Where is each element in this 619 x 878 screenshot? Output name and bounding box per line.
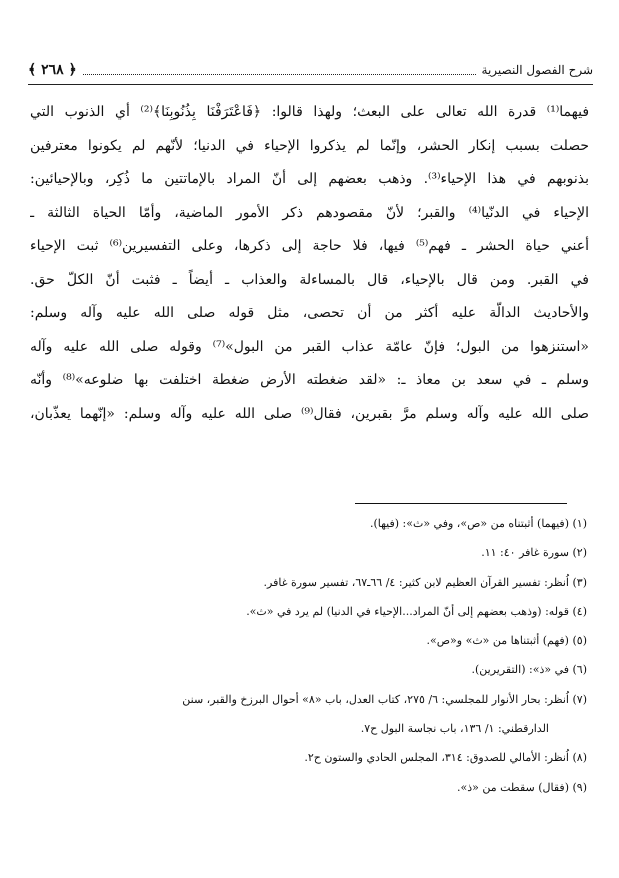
- footnote: (٩) (فقال) سقطت من «ذ».: [457, 780, 587, 794]
- text-line: والأحاديث الدالّة عليه أكثر من أن تحصى، مثل قوله صلى الله عليه وآله وسلم:: [30, 305, 589, 321]
- footnote: (٨) اُنظر: الأمالي للصدوق: ٣١٤، المجلس الحادي والستون ح٢.: [304, 751, 587, 765]
- text-line: بذنوبهم في هذا الإحياء⁽³⁾. وذهب بعضهم إلى أنّ المراد بالإماتتين ما ذُكِر، وبالإحيائين:: [30, 171, 589, 187]
- text-line: حصلت بسبب إنكار الحشر، وإنّما لم يذكروا الإحياء في الدنيا؛ لأنّهم لم يكونوا معترفين: [30, 137, 589, 154]
- footnote: (٥) (فهم) أثبتناها من «ث» و«ص».: [426, 634, 587, 648]
- footnotes: [28, 509, 587, 802]
- footnote: (٣) اُنظر: تفسير القرآن العظيم لابن كثير: ٤/ ٦٦ـ٦٧، تفسير سورة غافر.: [263, 575, 587, 589]
- text-line: صلى الله عليه وآله وسلم مرَّ بقبرين، فقال⁽⁹⁾ صلى الله عليه وآله وسلم: «إنّهما يعذّبان،: [30, 405, 589, 422]
- main-text: [30, 96, 589, 431]
- header-rule: [28, 84, 593, 85]
- text-line: أعني حياة الحشر ـ فهم⁽⁵⁾ فيها، فلا حاجة إلى ذكرها، وعلى التفسيرين⁽⁶⁾ ثبت الإحياء: [30, 238, 589, 254]
- footnote: (١) (فيهما) أثبتناه من «ص»، وفي «ث»: (فيها).: [369, 517, 587, 530]
- text-line: فيهما⁽¹⁾ قدرة الله تعالى على البعث؛ ولهذا قالوا: ﴿فَاعْتَرَفْنَا بِذُنُوبِنَا﴾⁽²⁾ أي الذنوب التي: [30, 104, 589, 120]
- footnote-continuation: الدارقطني: ١/ ١٣٦، باب نجاسة البول ح٧.: [360, 722, 549, 736]
- text-line: الإحياء في الدنّيا⁽⁴⁾ والقبر؛ لأنّ مقصودهم ذكر الأمور الماضية، وأمّا الحياة الثالثة ـ: [30, 204, 589, 221]
- book-title: شرح الفصول النصيرية: [481, 63, 593, 77]
- text-line: وسلم ـ في سعد بن معاذ ـ: «لقد ضغطته الأرض ضغطة اختلفت بها ضلوعه»⁽⁸⁾ وأنّه: [30, 372, 589, 388]
- page-number: ﴾ ٢٦٨ ﴿: [28, 62, 77, 78]
- footnote: (٤) قوله: (وذهب بعضهم إلى أنّ المراد...الإحياء في الدنيا) لم يرد في «ث».: [246, 604, 587, 618]
- text-line: في القبر. ومن قال بالإحياء، قال بالمساءلة والعذاب ـ أيضاً ـ فثبت أنّ الكلّ حق.: [30, 271, 589, 288]
- footnote: (٦) في «ذ»: (التقريرين).: [471, 663, 587, 677]
- footnote: (٧) اُنظر: بحار الأنوار للمجلسي: ٦/ ٢٧٥، كتاب العدل، باب «٨» أحوال البرزخ والقبر، سنن: [182, 692, 587, 706]
- header-dot-leader: [83, 73, 476, 75]
- text-line: «استنزهوا من البول؛ فإنّ عامّة عذاب القبر من البول»⁽⁷⁾ وقوله صلى الله عليه وآله: [30, 338, 589, 355]
- footnote-separator: [355, 503, 567, 504]
- footnote: (٢) سورة غافر ٤٠: ١١.: [481, 546, 587, 560]
- running-header: [28, 58, 593, 82]
